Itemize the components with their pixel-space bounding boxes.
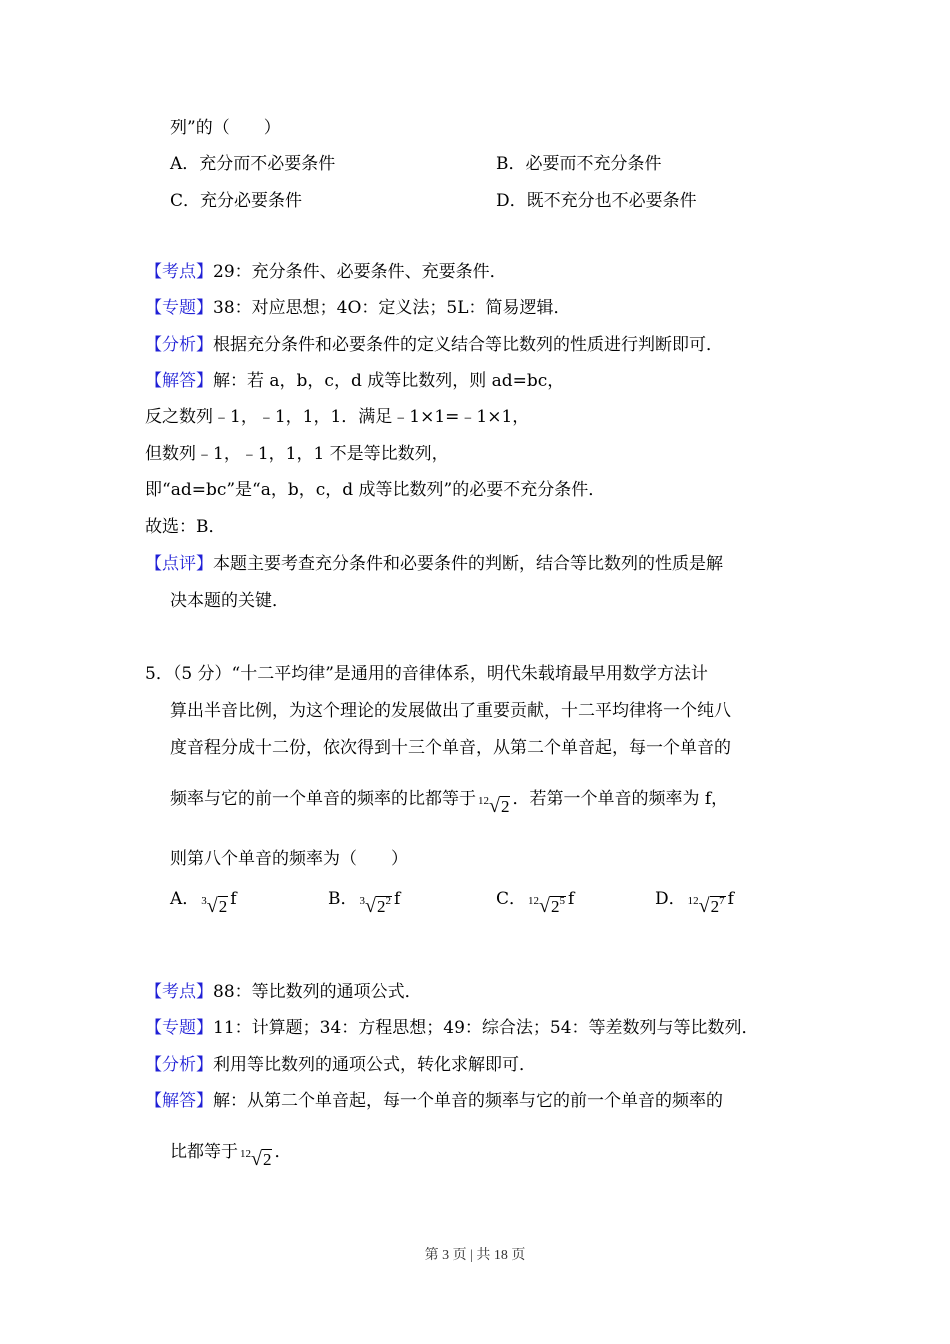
q4-fenxi: 【分析】根据充分条件和必要条件的定义结合等比数列的性质进行判断即可．: [145, 335, 723, 355]
q4-option-d: D．既不充分也不必要条件: [496, 191, 697, 211]
jieda-tag: 【解答】: [145, 371, 213, 391]
q5-stem-line: 则第八个单音的频率为（ ）: [170, 849, 408, 869]
root-12-of-2: $^{12}$√2: [478, 795, 510, 817]
q5-option-b: B． $^3√2^2$ f: [328, 887, 400, 921]
q5-stem-line: 频率与它的前一个单音的频率的比都等于 $^{12}$√2 ．若第一个单音的频率为 f，: [170, 787, 728, 821]
page-footer: 第 3 页 | 共 18 页: [424, 1248, 526, 1263]
q5-zhuanti: 【专题】11：计算题；34：方程思想；49：综合法；54：等差数列与等比数列．: [145, 1018, 759, 1038]
q4-solution-line: 反之数列﹣1，﹣1，1，1．满足﹣1×1=﹣1×1，: [145, 407, 530, 427]
zhuanti-tag: 【专题】: [145, 298, 213, 318]
dianping-tag: 【点评】: [145, 554, 213, 574]
root-expression: $^3√2^2$: [359, 895, 391, 917]
q4-option-c: C．充分必要条件: [170, 191, 303, 211]
q5-option-c: C． $^{12}√2^5$ f: [496, 887, 574, 921]
q5-kaodian: 【考点】88：等比数列的通项公式．: [145, 982, 422, 1002]
q4-stem-end: 列”的（ ）: [170, 118, 281, 138]
q4-solution-line: 即“ad=bc”是“a，b，c，d 成等比数列”的必要不充分条件．: [145, 480, 606, 500]
q4-dianping: 【点评】本题主要考查充分条件和必要条件的判断，结合等比数列的性质是解: [145, 554, 723, 574]
q4-option-a: A．充分而不必要条件: [170, 154, 336, 174]
q4-option-b: B．必要而不充分条件: [496, 154, 662, 174]
kaodian-tag: 【考点】: [145, 262, 213, 282]
q5-stem-line: 算出半音比例，为这个理论的发展做出了重要贡献，十二平均律将一个纯八: [170, 701, 731, 721]
q5-option-a: A． $^3$√2 f: [170, 887, 237, 921]
q5-jieda: 【解答】解：从第二个单音起，每一个单音的频率与它的前一个单音的频率的: [145, 1091, 723, 1111]
q4-kaodian: 【考点】29：充分条件、必要条件、充要条件．: [145, 262, 507, 282]
q4-solution-line: 但数列﹣1，﹣1，1，1 不是等比数列，: [145, 444, 449, 464]
q4-zhuanti: 【专题】38：对应思想；4O：定义法；5L：简易逻辑．: [145, 298, 571, 318]
q4-dianping-cont: 决本题的关键．: [170, 591, 289, 611]
root-expression: $^{12}√2^5$: [528, 895, 565, 917]
q5-fenxi: 【分析】利用等比数列的通项公式，转化求解即可．: [145, 1055, 536, 1075]
q5-stem-line: 度音程分成十二份，依次得到十三个单音，从第二个单音起，每一个单音的: [170, 738, 731, 758]
zhuanti-tag: 【专题】: [145, 1018, 213, 1038]
q4-answer: 故选：B．: [145, 517, 226, 537]
fenxi-tag: 【分析】: [145, 1055, 213, 1075]
root-expression: $^{12}√2^7$: [687, 895, 725, 917]
fenxi-tag: 【分析】: [145, 335, 213, 355]
q5-stem-line: 5．（5 分）“十二平均律”是通用的音律体系，明代朱载堉最早用数学方法计: [145, 664, 708, 684]
root-12-of-2: $^{12}$√2: [240, 1148, 272, 1170]
q5-option-d: D． $^{12}√2^7$ f: [655, 887, 734, 921]
q5-jieda-cont: 比都等于 $^{12}$√2 ．: [170, 1140, 291, 1174]
kaodian-tag: 【考点】: [145, 982, 213, 1002]
root-expression: $^3$√2: [201, 895, 228, 917]
q4-jieda: 【解答】解：若 a，b，c，d 成等比数列，则 ad=bc，: [145, 371, 565, 391]
jieda-tag: 【解答】: [145, 1091, 213, 1111]
